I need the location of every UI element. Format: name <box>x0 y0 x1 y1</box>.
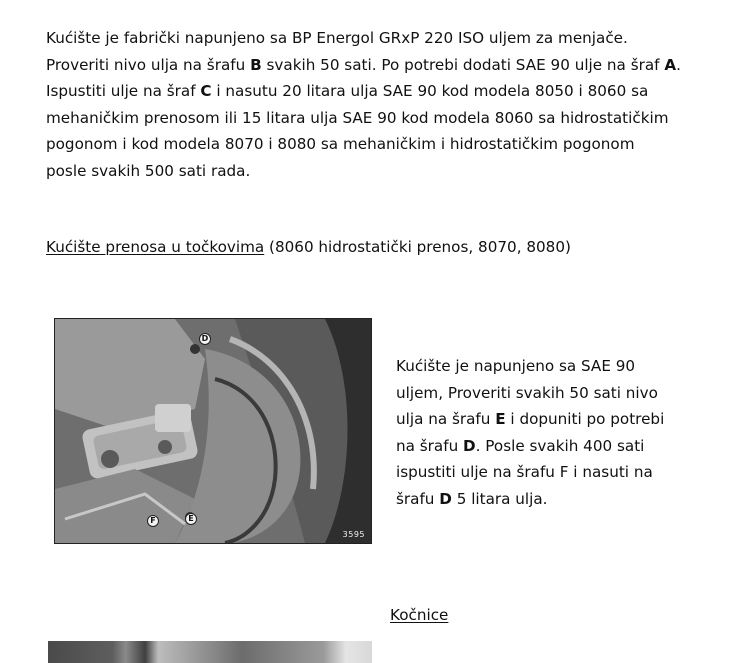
intro-line <box>46 131 681 158</box>
text-run: šrafu <box>396 489 440 508</box>
text-run: 5 litara ulja. <box>451 489 548 508</box>
intro-line <box>46 105 681 132</box>
text-run: i dopuniti po potrebi <box>505 410 665 428</box>
wheel-heading-title: Kućište prenosa u točkovima <box>46 238 265 256</box>
wheel-text-line <box>396 406 664 433</box>
bolt-reference: E <box>495 410 506 428</box>
wheel-section-text <box>396 353 664 512</box>
wheel-text-line <box>396 353 664 380</box>
wheel-text-line <box>396 486 664 513</box>
intro-line <box>46 158 681 185</box>
text-run: Kućište je fabrički napunjeno sa BP Energol GRxP 220 ISO uljem za menjače. <box>46 29 628 47</box>
brakes-photo <box>48 641 372 663</box>
wheel-text-line <box>396 380 664 407</box>
brakes-heading-title: Kočnice <box>390 606 449 624</box>
text-run: ulja na šrafu <box>396 410 496 428</box>
bolt-reference: D <box>463 436 476 455</box>
callout-e: E <box>185 513 197 525</box>
wheel-hub-photo <box>54 318 372 544</box>
text-run: ispustiti ulje na šrafu F i nasuti na <box>396 463 653 481</box>
text-run: mehaničkim prenosom ili 15 litara ulja SAE 90 kod modela 8060 sa hidrostatičkim <box>46 108 669 127</box>
wheel-heading-suffix: (8060 hidrostatički prenos, 8070, 8080) <box>264 238 571 256</box>
wheel-hub-illustration <box>55 319 371 543</box>
text-run: Kućište je napunjeno sa SAE 90 <box>396 357 636 375</box>
intro-line <box>46 52 681 79</box>
bolt-reference: C <box>200 82 212 100</box>
intro-paragraph <box>46 25 681 184</box>
callout-d: D <box>199 333 211 345</box>
intro-line <box>46 25 681 52</box>
text-run: uljem, Proveriti svakih 50 sati nivo <box>396 383 658 402</box>
bolt-reference: B <box>250 55 262 74</box>
text-run: na šrafu <box>396 436 464 455</box>
text-run: . Posle svakih 400 sati <box>475 436 645 455</box>
text-run: svakih 50 sati. Po potrebi dodati SAE 90 ulje na šraf <box>261 55 665 74</box>
wheel-text-line <box>396 433 664 460</box>
wheel-text-line <box>396 459 664 486</box>
brakes-section-heading <box>390 602 448 629</box>
text-run: pogonom i kod modela 8070 i 8080 sa mehaničkim i hidrostatičkim pogonom <box>46 135 635 153</box>
text-run: Ispustiti ulje na šraf <box>46 82 201 100</box>
callout-f: F <box>147 515 159 527</box>
text-run: i nasutu 20 litara ulja SAE 90 kod modela 8050 i 8060 sa <box>211 82 649 100</box>
bolt-reference: A <box>664 55 677 74</box>
text-run: posle svakih 500 sati rada. <box>46 161 251 180</box>
intro-line <box>46 78 681 105</box>
photo-number: 3595 <box>342 530 365 539</box>
bolt-reference: D <box>439 489 452 508</box>
text-run: . <box>676 55 681 74</box>
text-run: Proveriti nivo ulja na šrafu <box>46 55 251 74</box>
wheel-section-heading <box>46 234 571 261</box>
